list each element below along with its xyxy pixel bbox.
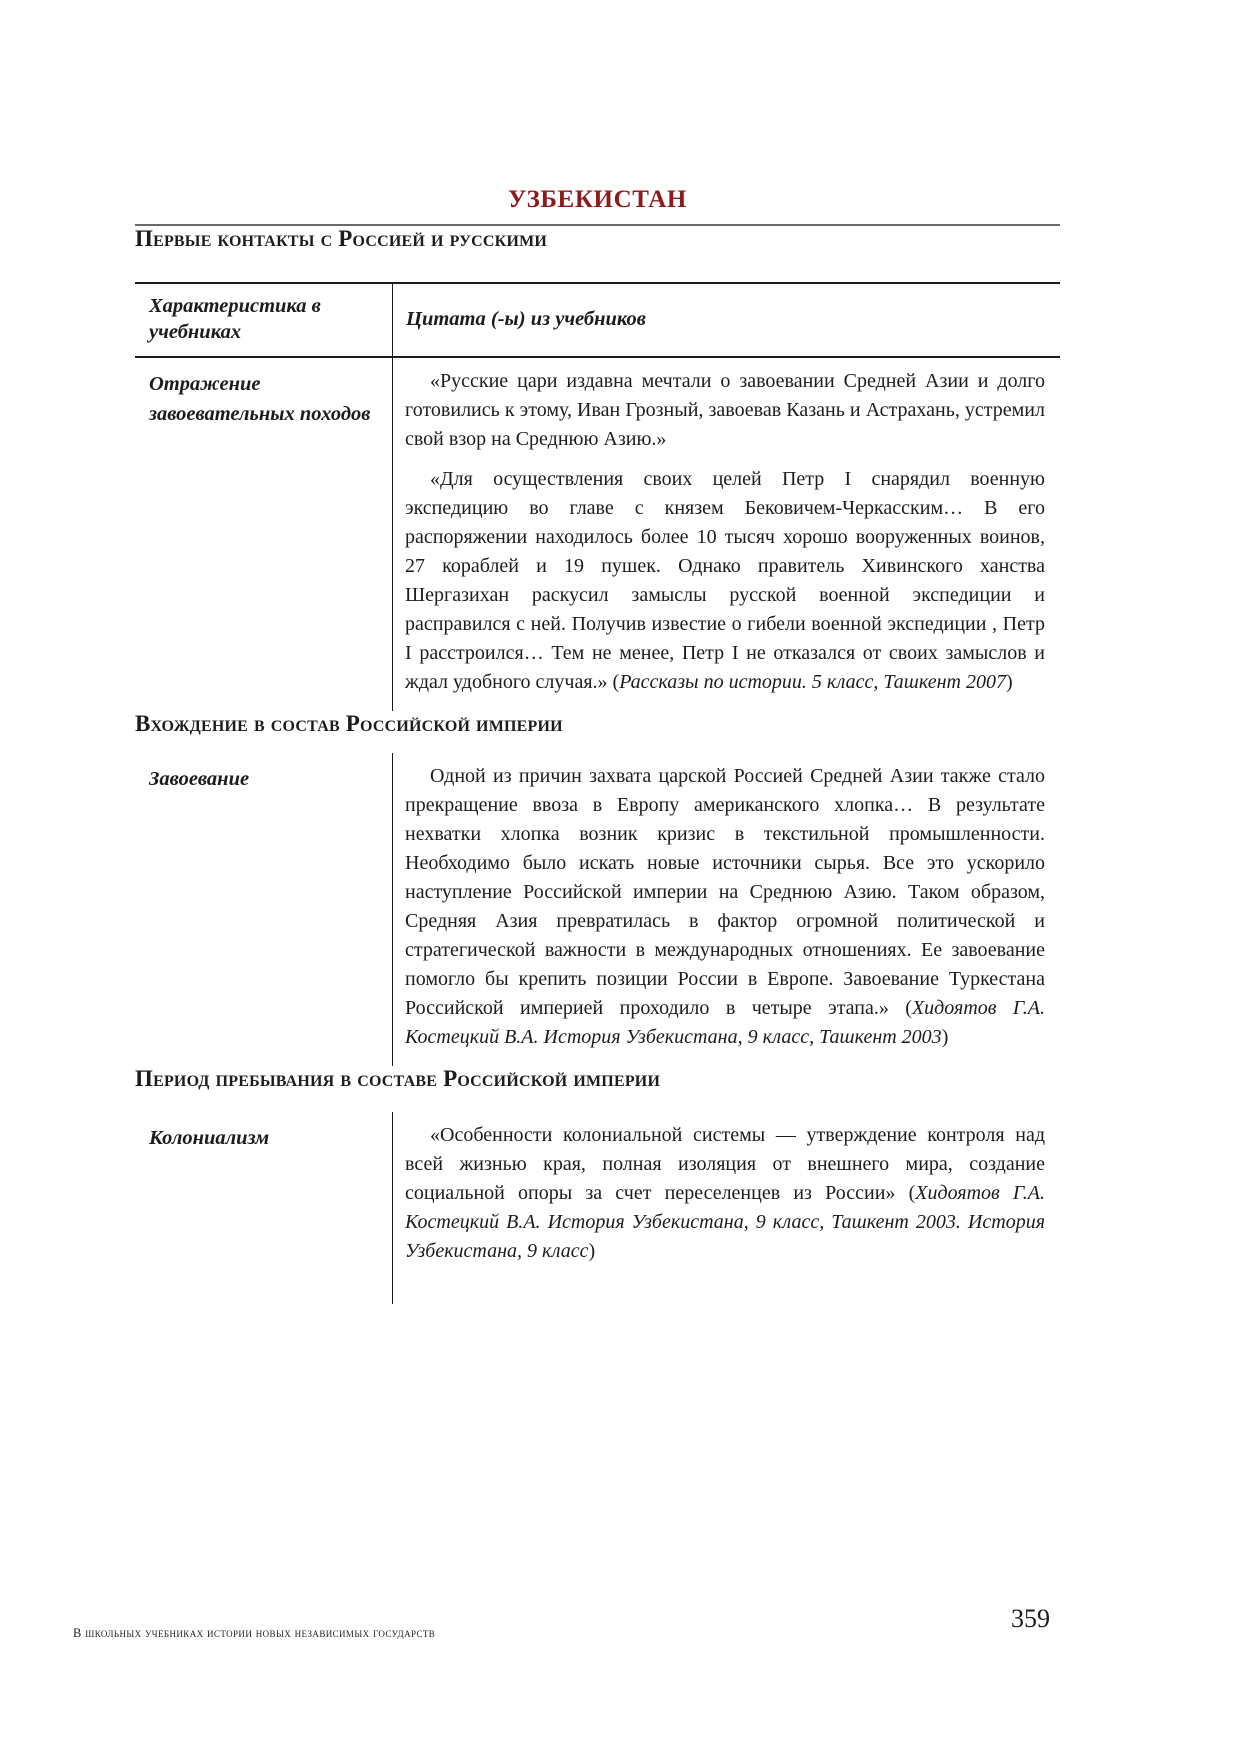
quote-paragraph: «Русские цари издавна мечтали о завоевании Средней Азии и долго готовились к этому, Иван Грозный, завоевав Казань и Астрахань, устремил свой взор на Среднюю Азию.» [405,370,1045,450]
row-quote-colonialism [393,1112,1060,1304]
footer-running-title: В школьных учебниках истории новых независимых государств [73,1626,436,1640]
quote-paragraph: «Особенности колониальной системы — утверждение контроля над всей жизнью края, полная изоляция от внешнего мира, создание социальной опоры за счет переселенцев из России» (Хидоятов Г.А. Костецкий В.А. История Узбекистана, 9 класс, Ташкент 2003. История Узбекистана, 9 класс) [405,1124,1045,1262]
table-period-in-empire [135,1112,1060,1304]
table-header-quote [393,284,1060,358]
page-title: УЗБЕКИСТАН [508,186,687,213]
table-header-characteristic: Характеристика в учебниках [135,284,393,358]
quote-paragraph: «Для осуществления своих целей Петр I снарядил военную экспедицию во главе с князем Бековичем-Черкасским… В его распоряжении находилось более 10 тысяч хорошо вооруженных воинов, 27 кораблей и 19 пушек. Однако правитель Хивинского ханства Шергазихан раскусил замыслы русской военной экспедиции и расправился с ней. Получив известие о гибели военной экспедиции , Петр I расстроился… Тем не менее, Петр I не отказался от своих замыслов и ждал удобного случая.» (Рассказы по истории. 5 класс, Ташкент 2007) [405,468,1045,693]
row-label-conquest: Завоевание [135,753,393,1066]
section-heading-period-in-empire: Период пребывания в составе Российской империи [135,1066,661,1091]
table-first-contacts [135,282,1060,711]
section-heading-first-contacts: Первые контакты с Россией и русскими [135,226,548,251]
table-joining-empire [135,753,1060,1066]
table-header-quote-label: Цитата (-ы) из учебников [406,307,646,330]
row-label-conquest-campaigns: Отражение завоевательных походов [135,358,393,711]
row-quote-conquest-campaigns [393,358,1060,711]
row-label-colonialism: Колониализм [135,1112,393,1304]
row-quote-conquest [393,753,1060,1066]
quote-paragraph: Одной из причин захвата царской Россией Средней Азии также стало прекращение ввоза в Европу американского хлопка… В результате нехватки хлопка возник кризис в текстильной промышленности. Необходимо было искать новые источники сырья. Все это ускорило наступление Российской империи на Среднюю Азию. Таком образом, Средняя Азия превратилась в фактор огромной политической и стратегической важности в международных отношениях. Ее завоевание помогло бы крепить позиции России в Европе. Завоевание Туркестана Российской империей проходило в четыре этапа.» (Хидоятов Г.А. Костецкий В.А. История Узбекистана, 9 класс, Ташкент 2003) [405,765,1045,1048]
page-number: 359 [1011,1604,1050,1633]
section-heading-joining-empire: Вхождение в состав Российской империи [135,711,563,736]
